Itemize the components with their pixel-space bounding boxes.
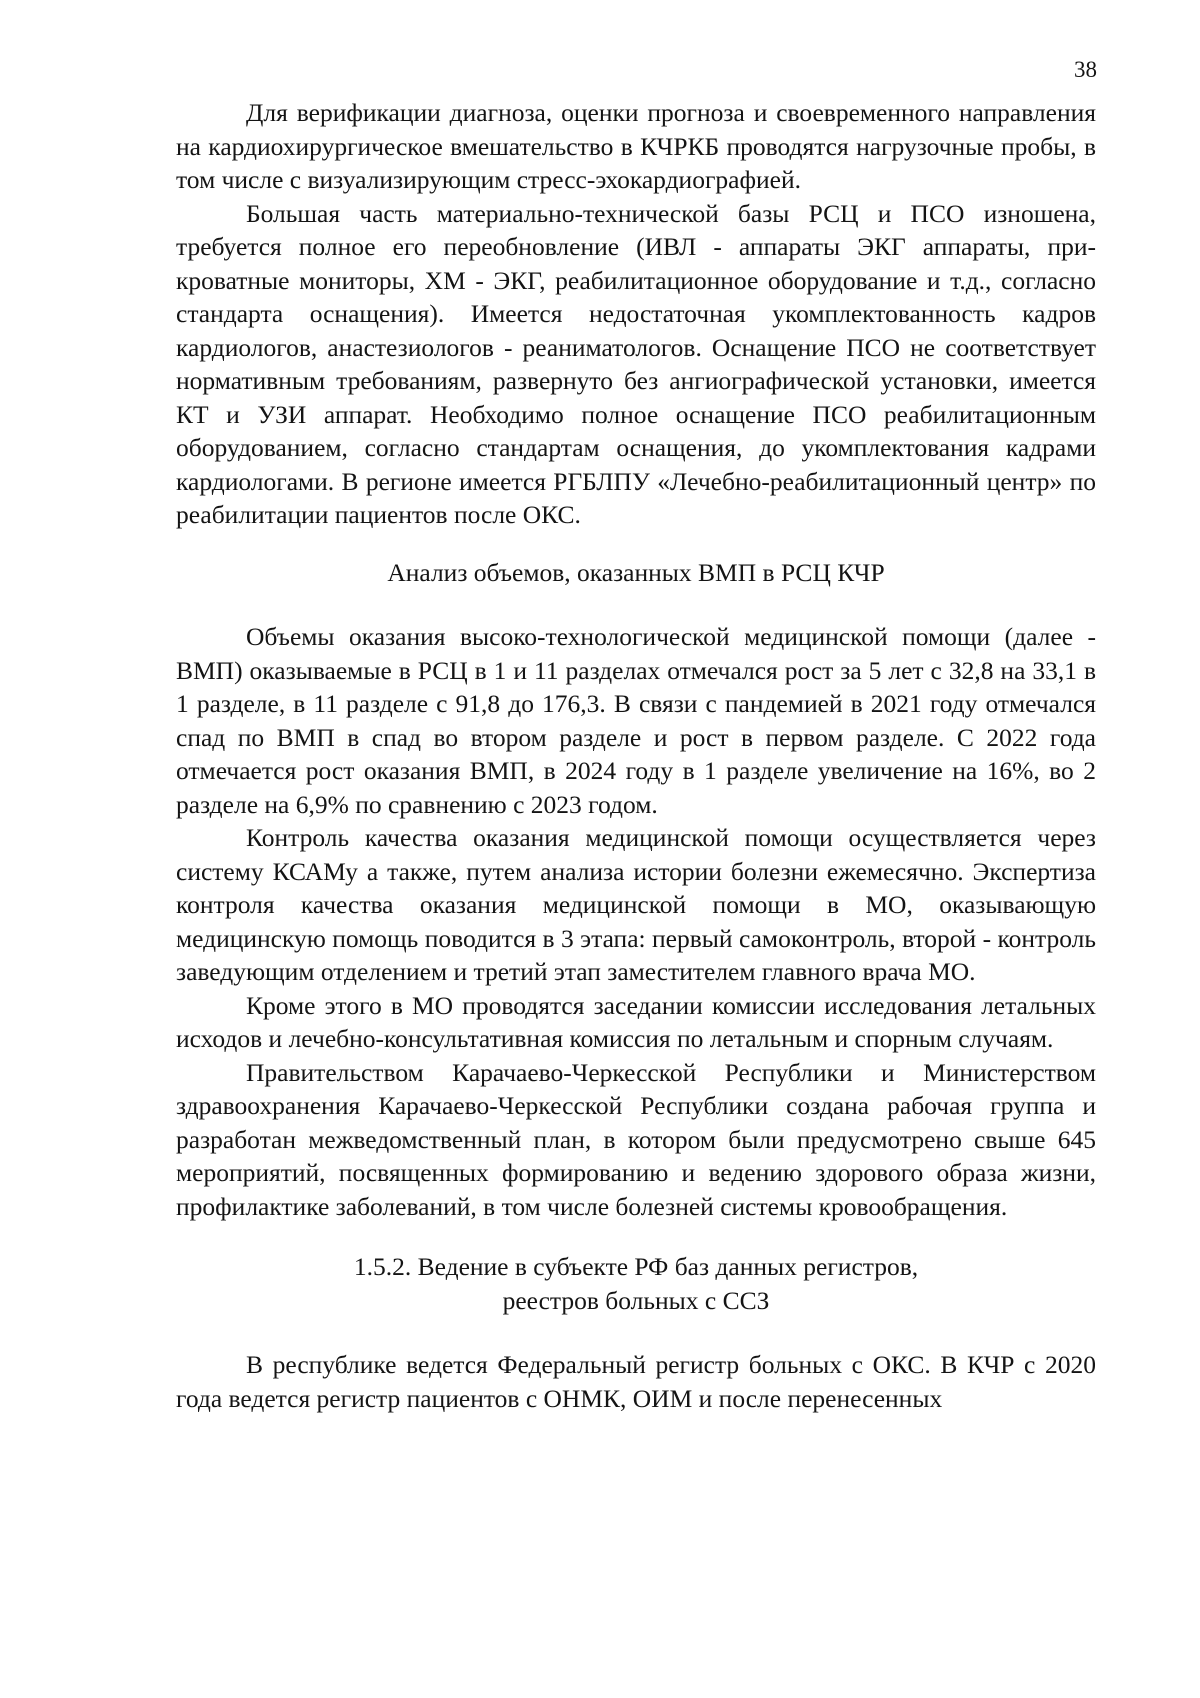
paragraph-equipment: Большая часть материально-технической базы РСЦ и ПСО изношена, требуется полное его переобновление (ИВЛ - аппараты ЭКГ аппараты, прикроватные мониторы, ХМ - ЭКГ, реабилитационное оборудование и т.д., согласно стандарта оснащения). Имеется недостаточная укомплектованность кадров кардиологов, анастезиологов - реаниматологов. Оснащение ПСО не соответствует нормативным требованиям, развернуто без ангиографической установки, имеется КТ и УЗИ аппарат. Необходимо полное оснащение ПСО реабилитационным оборудованием, согласно стандартам оснащения, до укомплектования кадрами кардиологами. В регионе имеется РГБЛПУ «Лечебно-реабилитационный центр» по реабилитации пациентов после ОКС. bbox=[176, 198, 1096, 529]
paragraph-registry: В республике ведется Федеральный регистр больных с ОКС. В КЧР с 2020 года ведется регистр пациентов с ОНМК, ОИМ и после перенесенных bbox=[176, 1350, 1096, 1413]
paragraph-government-plan: Правительством Карачаево-Черкесской Республики и Министерством здравоохранения Карачаево-Черкесской Республики создана рабочая группа и разработан межведомственный план, в котором были предусмотрено свыше 645 мероприятий, посвященных формированию и ведению здорового образа жизни, профилактике заболеваний, в том числе болезней системы кровообращения. bbox=[176, 1057, 1096, 1221]
document-body bbox=[176, 96, 1096, 1415]
registry-heading-line-1: 1.5.2. Ведение в субъекте РФ баз данных регистров, bbox=[353, 1252, 919, 1281]
registry-heading-line-2: реестров больных с ССЗ bbox=[502, 1285, 770, 1315]
page-number: 38 bbox=[1074, 57, 1097, 82]
paragraph-stress-echo: Для верификации диагноза, оценки прогноза и своевременного направления на кардиохирургическое вмешательство в КЧРКБ проводятся нагрузочные пробы, в том числе с визуализирующим стресс-эхокардиографией. bbox=[176, 98, 1096, 194]
analysis-heading: Анализ объемов, оказанных ВМП в РСЦ КЧР bbox=[387, 557, 885, 587]
registry-heading bbox=[176, 1250, 1096, 1317]
paragraph-quality-control: Контроль качества оказания медицинской помощи осуществляется через систему КСАМу а также, путем анализа истории болезни ежемесячно. Экспертиза контроля качества оказания медицинской помощи в МО, оказывающую медицинскую помощь поводится в 3 этапа: первый самоконтроль, второй - контроль заведующим отделением и третий этап заместителем главного врача МО. bbox=[176, 823, 1096, 986]
paragraph-vmp-volumes: Объемы оказания высоко-технологической медицинской помощи (далее - ВМП) оказываемые в РСЦ в 1 и 11 разделах отмечался рост за 5 лет с 32,8 на 33,1 в 1 разделе, в 11 разделе с 91,8 до 176,3. В связи с пандемией в 2021 году отмечался спад по ВМП в спад во втором разделе и рост в первом разделе. С 2022 года отмечается рост оказания ВМП, в 2024 году в 1 разделе увеличение на 16%, во 2 разделе на 6,9% по сравнению с 2023 годом. bbox=[176, 622, 1096, 819]
paragraph-commissions: Кроме этого в МО проводятся заседании комиссии исследования летальных исходов и лечебно-консультативная комиссия по летальным и спорным случаям. bbox=[176, 990, 1096, 1053]
